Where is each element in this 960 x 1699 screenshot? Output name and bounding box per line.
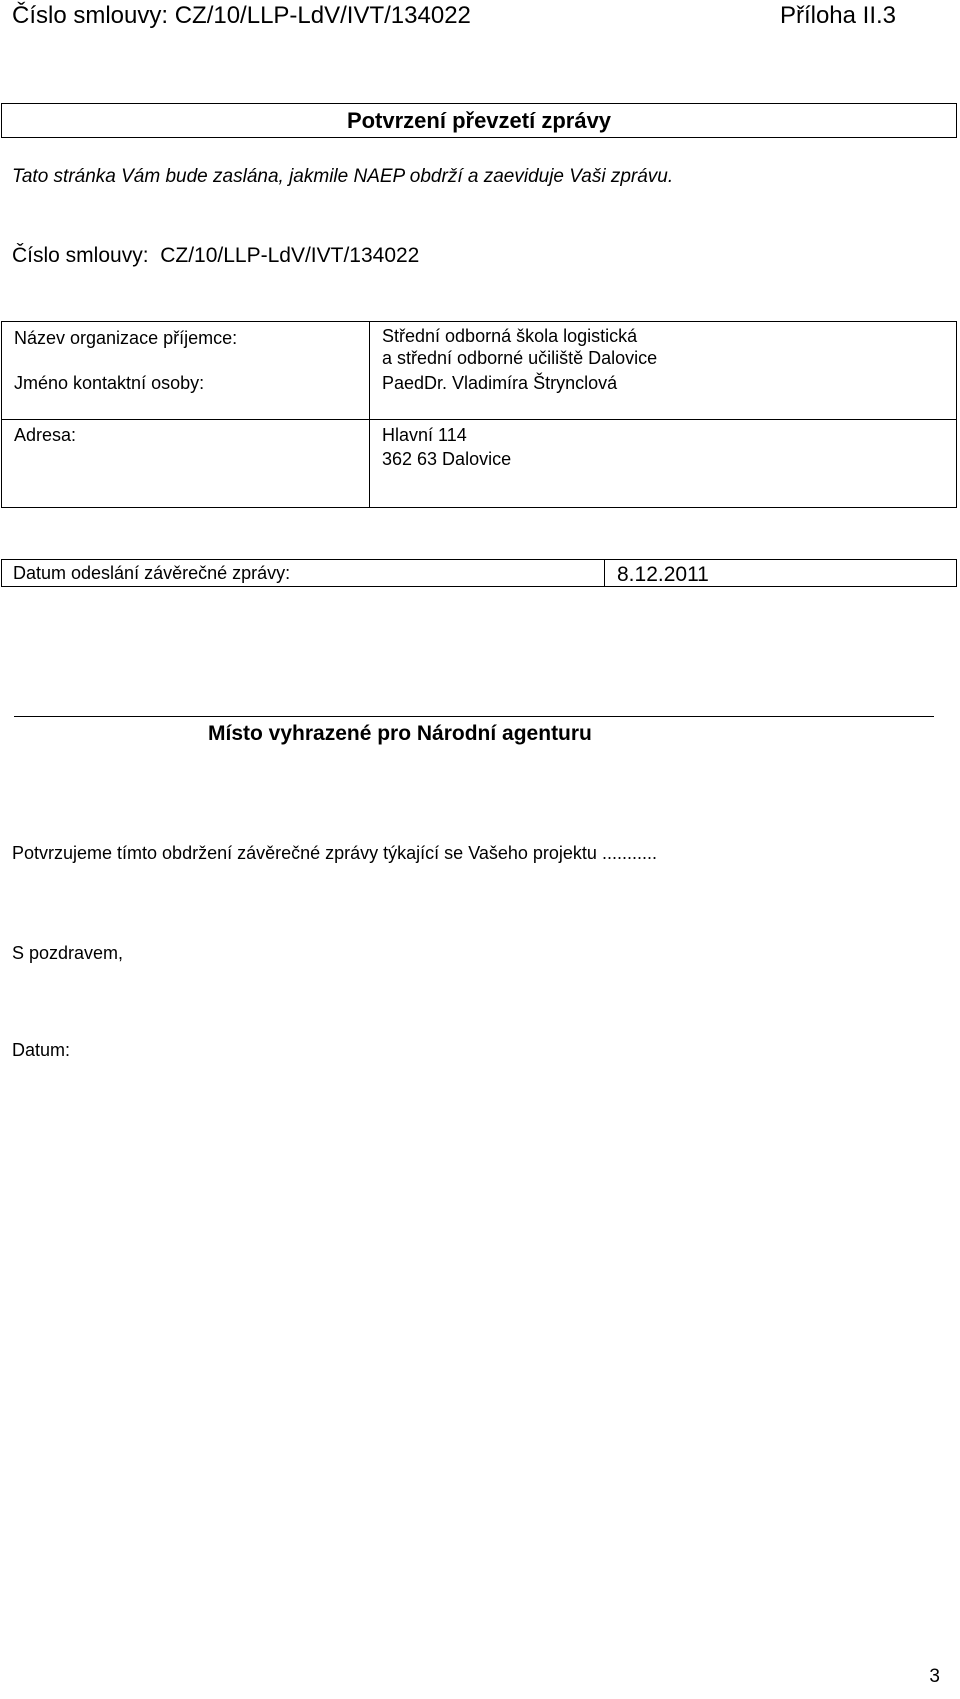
report-date-row — [1, 559, 957, 587]
org-name-label: Název organizace příjemce: — [14, 328, 238, 348]
table-divider-vertical — [369, 322, 370, 507]
greeting-text: S pozdravem, — [12, 943, 124, 963]
page-number: 3 — [929, 1666, 940, 1687]
date-label: Datum: — [12, 1040, 71, 1060]
report-date-value: 8.12.2011 — [617, 563, 709, 586]
header-annex-label: Příloha II.3 — [779, 2, 896, 29]
contact-person-label: Jméno kontaktní osoby: — [14, 373, 205, 393]
national-agency-title: Místo vyhrazené pro Národní agenturu — [208, 722, 592, 745]
address-line1: Hlavní 114 — [382, 425, 467, 445]
contact-person-value: PaedDr. Vladimíra Štrynclová — [382, 373, 618, 393]
page-title: Potvrzení převzetí zprávy — [346, 108, 612, 133]
contract-number: CZ/10/LLP-LdV/IVT/134022 — [160, 244, 420, 267]
address-label: Adresa: — [14, 425, 77, 445]
table-divider-horizontal — [2, 419, 956, 420]
header-contract-number: Číslo smlouvy: CZ/10/LLP-LdV/IVT/134022 — [12, 2, 471, 29]
org-name-line1: Střední odborná škola logistická — [382, 326, 638, 346]
section-divider — [14, 716, 934, 717]
confirmation-text: Potvrzujeme tímto obdržení závěrečné zprávy týkající se Vašeho projektu ........... — [12, 843, 657, 863]
date-row-divider — [604, 560, 605, 586]
contract-label: Číslo smlouvy: — [12, 244, 149, 267]
report-date-label: Datum odeslání závěrečné zprávy: — [13, 563, 291, 583]
org-name-line2: a střední odborné učiliště Dalovice — [382, 348, 658, 368]
address-line2: 362 63 Dalovice — [382, 449, 512, 469]
intro-text: Tato stránka Vám bude zaslána, jakmile NAEP obdrží a zaeviduje Vaši zprávu. — [12, 166, 674, 187]
recipient-table — [1, 321, 957, 508]
contract-line — [12, 243, 419, 269]
title-box — [1, 103, 957, 138]
